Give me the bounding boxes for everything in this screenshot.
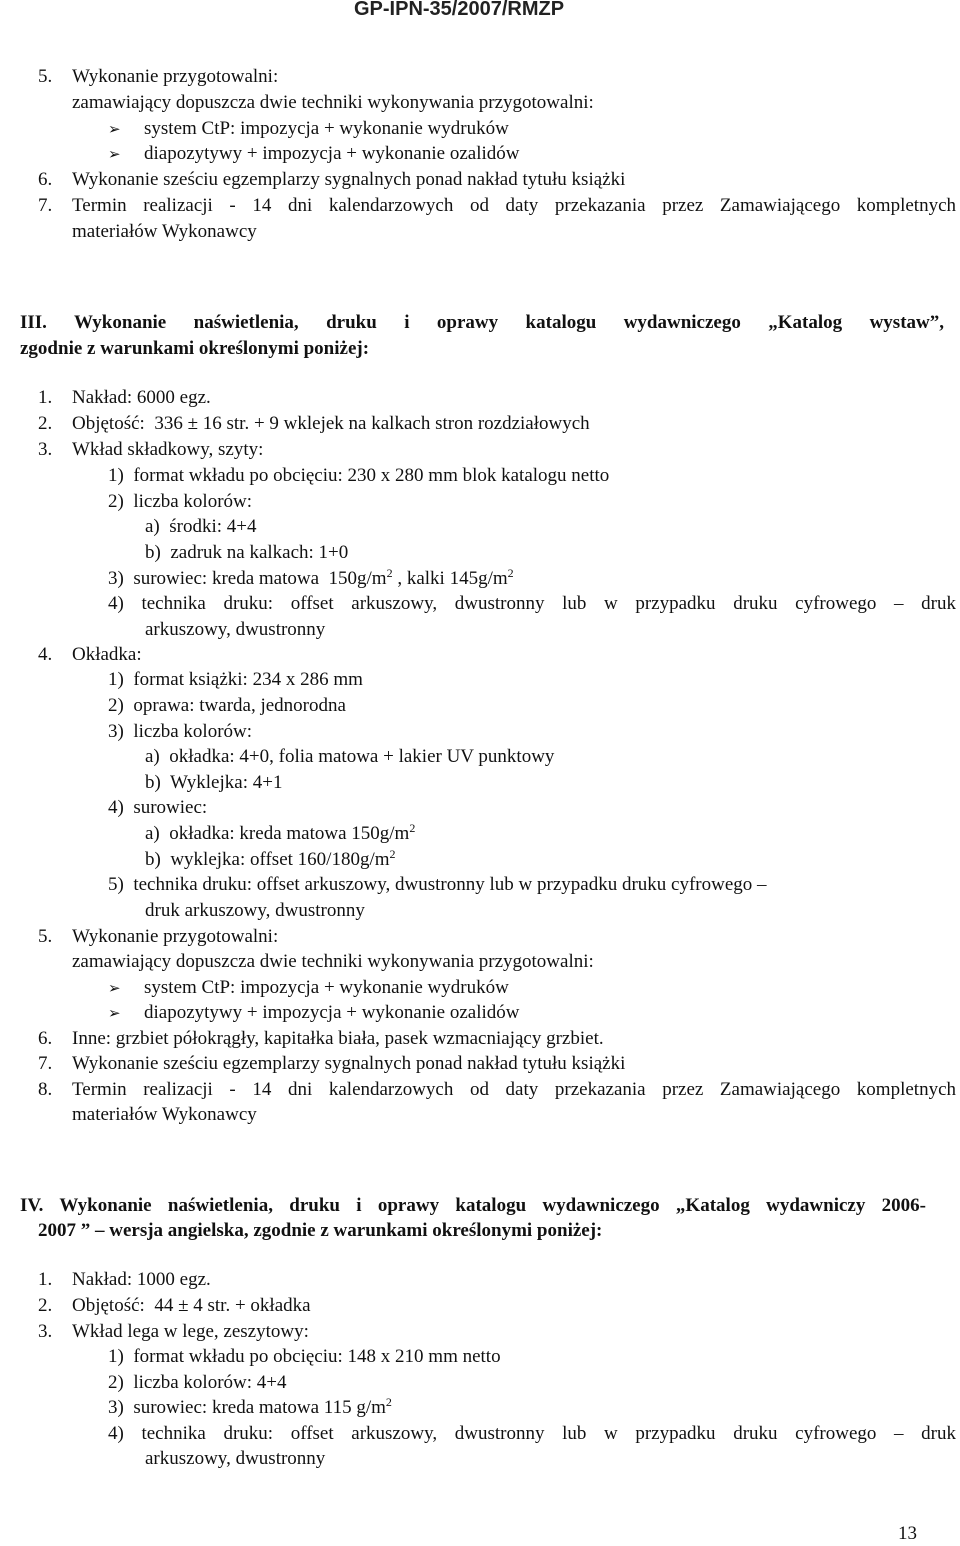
sub-sub-item: b) zadruk na kalkach: 1+0: [145, 542, 349, 563]
paragraph: zamawiający dopuszcza dwie techniki wykonywania przygotowalni:: [72, 951, 594, 972]
list-number: 7.: [38, 1053, 53, 1074]
sub-sub-item: a) okładka: kreda matowa $150g/m^2$: [145, 821, 416, 844]
arrow-bullet-icon: ➢: [108, 122, 121, 138]
list-item-text: Objętość: 336 ± 16 str. + 9 wklejek na kalkach stron rozdziałowych: [72, 413, 590, 434]
list-number: 4.: [38, 644, 53, 665]
bullet-item: ➢ diapozytywy + impozycja + wykonanie ozalidów: [108, 1001, 519, 1026]
sub-item: 3) surowiec: kreda matowa $150g/m^2$ , kalki $145g/m^2$: [108, 566, 514, 589]
sub-item: 2) oprawa: twarda, jednorodna: [108, 695, 346, 716]
sub-item-continuation: arkuszowy, dwustronny: [145, 619, 326, 640]
list-item-text: Wykonanie przygotowalni:: [72, 926, 279, 947]
list-number: 5.: [38, 926, 53, 947]
sub-sub-item: b) Wyklejka: 4+1: [145, 772, 283, 793]
list-item-text: Termin realizacji - 14 dni kalendarzowych od daty przekazania przez Zamawiającego kompletnych: [72, 1079, 956, 1100]
sub-item: 1) format książki: 234 x 286 mm: [108, 669, 363, 690]
sub-item: 4) technika druku: offset arkuszowy, dwustronny lub w przypadku druku cyfrowego – druk: [108, 593, 956, 614]
list-number: 1.: [38, 387, 53, 408]
section-heading: 2007 ” – wersja angielska, zgodnie z warunkami określonymi poniżej:: [38, 1220, 603, 1241]
section-heading: III. Wykonanie naświetlenia, druku i oprawy katalogu wydawniczego „Katalog wystaw”,: [20, 312, 944, 333]
list-item-text: Termin realizacji - 14 dni kalendarzowych od daty przekazania przez Zamawiającego kompletnych: [72, 195, 956, 216]
sub-item-continuation: arkuszowy, dwustronny: [145, 1448, 326, 1469]
sub-item-continuation: druk arkuszowy, dwustronny: [145, 900, 365, 921]
list-number: 5.: [38, 66, 53, 87]
list-number: 6.: [38, 169, 53, 190]
section-heading: zgodnie z warunkami określonymi poniżej:: [20, 338, 370, 359]
list-item-text: Wykonanie przygotowalni:: [72, 66, 279, 87]
sub-item: 4) surowiec:: [108, 797, 208, 818]
list-number: 7.: [38, 195, 53, 216]
page-number: 13: [898, 1523, 917, 1544]
sub-item: 3) liczba kolorów:: [108, 721, 253, 742]
sub-item: 5) technika druku: offset arkuszowy, dwustronny lub w przypadku druku cyfrowego –: [108, 874, 767, 895]
list-number: 1.: [38, 1269, 53, 1290]
list-item-text: Objętość: 44 ± 4 str. + okładka: [72, 1295, 311, 1316]
bullet-item: ➢ diapozytywy + impozycja + wykonanie ozalidów: [108, 142, 519, 167]
list-item-text: Nakład: 1000 egz.: [72, 1269, 211, 1290]
list-number: 3.: [38, 1321, 53, 1342]
list-item-text: Inne: grzbiet półokrągły, kapitałka biała, pasek wzmacniający grzbiet.: [72, 1028, 604, 1049]
list-number: 8.: [38, 1079, 53, 1100]
sub-sub-item: a) środki: 4+4: [145, 516, 257, 537]
section-heading: IV. Wykonanie naświetlenia, druku i oprawy katalogu wydawniczego „Katalog wydawniczy 2006-: [20, 1195, 926, 1216]
arrow-bullet-icon: ➢: [108, 147, 121, 163]
list-item-text: Wkład lega w lege, zeszytowy:: [72, 1321, 309, 1342]
bullet-item: ➢ system CtP: impozycja + wykonanie wydruków: [108, 976, 509, 1001]
sub-item: 2) liczba kolorów:: [108, 491, 253, 512]
sub-item: 1) format wkładu po obcięciu: 230 x 280 mm blok katalogu netto: [108, 465, 610, 486]
list-number: 3.: [38, 439, 53, 460]
list-item-text: Nakład: 6000 egz.: [72, 387, 211, 408]
sub-sub-item: b) wyklejka: offset $160/180g/m^2$: [145, 847, 396, 870]
list-number: 2.: [38, 413, 53, 434]
sub-item: 3) surowiec: kreda matowa 115 $g/m^2$: [108, 1395, 392, 1418]
list-number: 2.: [38, 1295, 53, 1316]
bullet-item: ➢ system CtP: impozycja + wykonanie wydruków: [108, 117, 509, 142]
paragraph: zamawiający dopuszcza dwie techniki wykonywania przygotowalni:: [72, 92, 594, 113]
sub-item: 1) format wkładu po obcięciu: 148 x 210 mm netto: [108, 1346, 501, 1367]
list-item-text: Wykonanie sześciu egzemplarzy sygnalnych ponad nakład tytułu książki: [72, 169, 626, 190]
list-number: 6.: [38, 1028, 53, 1049]
list-item-text: materiałów Wykonawcy: [72, 1104, 257, 1125]
list-item-text: Okładka:: [72, 644, 142, 665]
list-item-text: materiałów Wykonawcy: [72, 221, 257, 242]
arrow-bullet-icon: ➢: [108, 1006, 121, 1022]
arrow-bullet-icon: ➢: [108, 981, 121, 997]
list-item-text: Wykonanie sześciu egzemplarzy sygnalnych ponad nakład tytułu książki: [72, 1053, 626, 1074]
list-item-text: Wkład składkowy, szyty:: [72, 439, 264, 460]
document-id: GP-IPN-35/2007/RMZP: [354, 0, 565, 20]
sub-sub-item: a) okładka: 4+0, folia matowa + lakier UV punktowy: [145, 746, 555, 767]
sub-item: 4) technika druku: offset arkuszowy, dwustronny lub w przypadku druku cyfrowego – druk: [108, 1423, 956, 1444]
sub-item: 2) liczba kolorów: 4+4: [108, 1372, 287, 1393]
